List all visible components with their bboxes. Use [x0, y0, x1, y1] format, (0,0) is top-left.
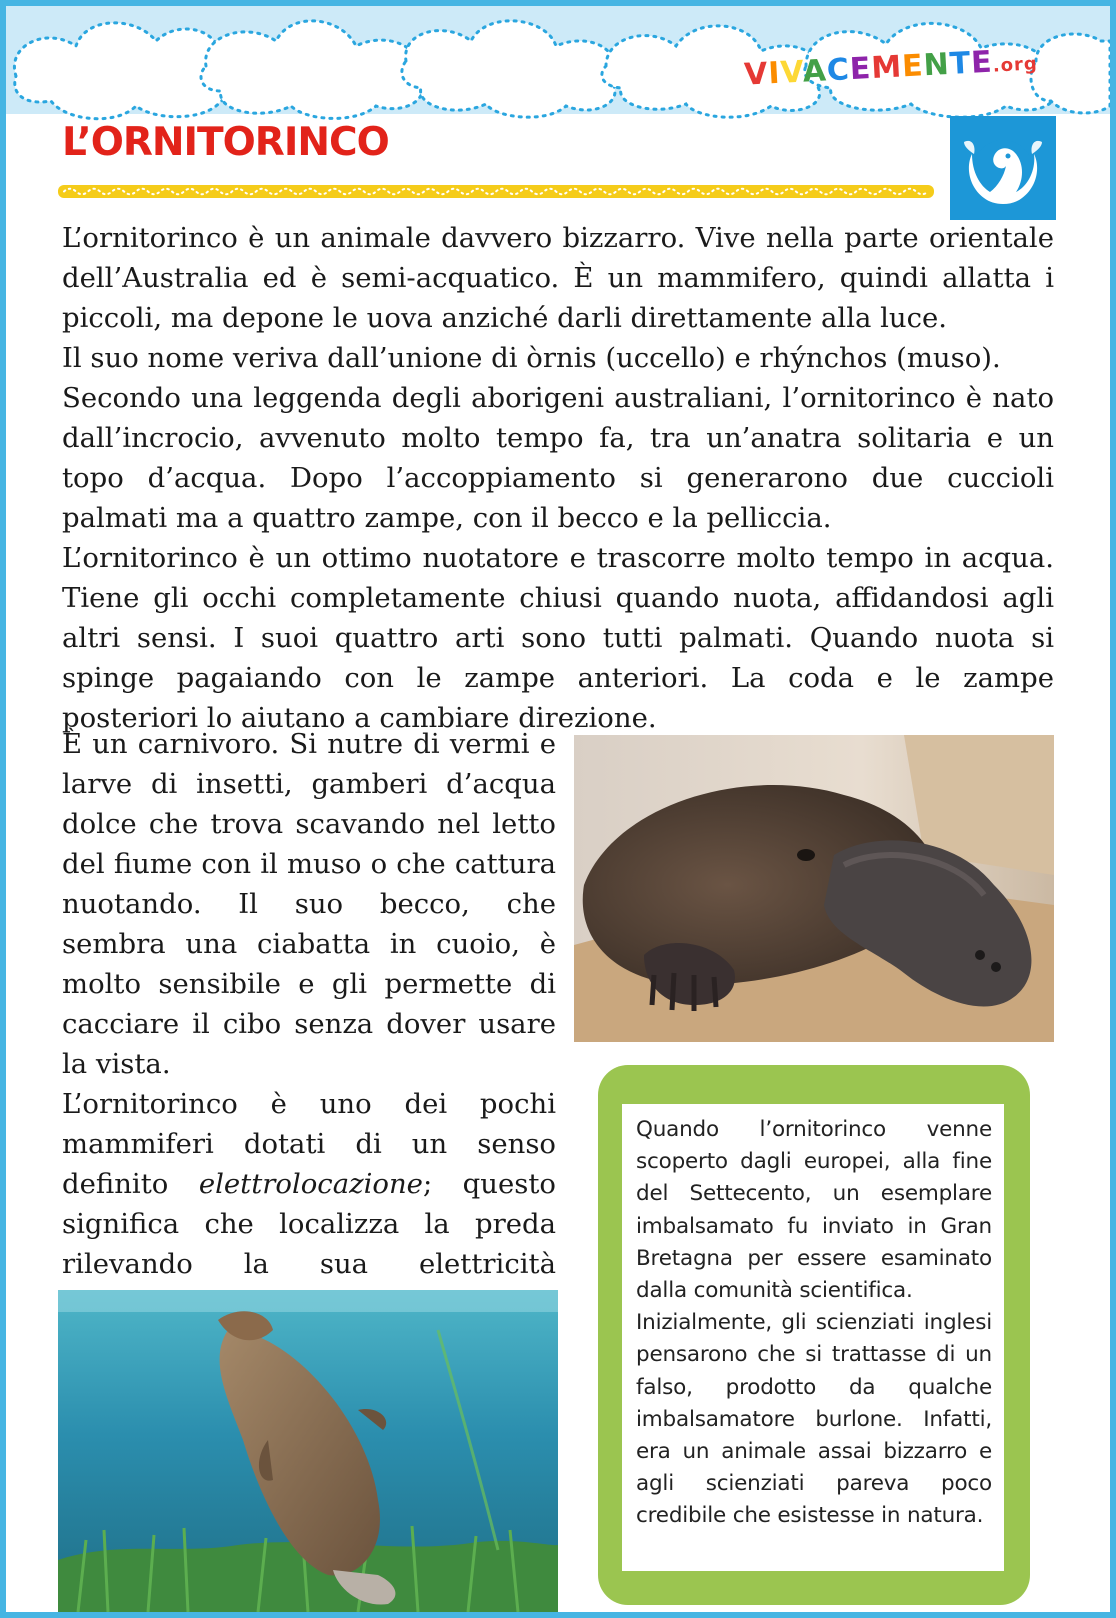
paragraph-intro: L’ornitorinco è un animale davvero bizzarro. Vive nella parte orientale dell’Australia ed è semi-acquatico. È un mammifero, quindi allatta i piccoli, ma depone le uova anziché darli direttamente alla luce.: [62, 222, 1054, 334]
electro-after: ; questo significa che localizza la preda rilevando la sua elettricità: [62, 1168, 556, 1280]
paragraph-diet: È un carnivoro. Si nutre di vermi e larve di insetti, gamberi d’acqua dolce che trova scavando nel letto del fiume con il muso o che cattura nuotando. Il suo becco, che sembra una ciabatta in cuoio, è molto sensibile e gli permette di cacciare il cibo senza dover usare la vista.: [62, 728, 556, 1080]
site-logo: VIVACEMENTE.org: [743, 44, 1039, 93]
electro-before: L’ornitorinco è uno dei pochi mammiferi dotati di un senso definito: [62, 1088, 556, 1200]
swan-icon: [950, 116, 1056, 220]
curiosity-box-content: [622, 1104, 1004, 1571]
curiosity-box: [598, 1065, 1030, 1605]
sidebar-paragraph-discovery: Quando l’ornitorinco venne scoperto dagli europei, alla fine del Settecento, un esemplare imbalsamato fu inviato in Gran Bretagna per essere esaminato dalla comunità scientifica.: [636, 1117, 992, 1304]
page-title: L’ORNITORINCO: [62, 120, 389, 165]
platypus-box-image: [574, 735, 1054, 1042]
swan-badge: [950, 116, 1056, 220]
paragraph-legend: Secondo una leggenda degli aborigeni australiani, l’ornitorinco è nato dall’incrocio, avvenuto molto tempo fa, tra un’anatra solitaria e un topo d’acqua. Dopo l’accoppiamento si generarono due cuccioli palmati ma a quattro zampe, con il becco e la pelliccia.: [62, 382, 1054, 534]
title-underline: [58, 182, 938, 202]
sidebar-paragraph-skepticism: Inizialmente, gli scienziati inglesi pensarono che si trattasse di un falso, prodotto da qualche imbalsamatore burlone. Infatti, era un animale assai bizzarro e agli scienziati pareva poco credibile che esistesse in natura.: [636, 1310, 992, 1529]
intro-text: [62, 218, 1054, 738]
platypus-swimming-image: [58, 1290, 558, 1612]
paragraph-electrolocation: [62, 1084, 556, 1324]
electro-term: elettrolocazione: [198, 1168, 423, 1200]
paragraph-name-origin: Il suo nome veriva dall’unione di òrnis (uccello) e rhýnchos (muso).: [62, 342, 1001, 374]
paragraph-swimming: L’ornitorinco è un ottimo nuotatore e trascorre molto tempo in acqua. Tiene gli occhi completamente chiusi quando nuota, affidandosi agli altri sensi. I suoi quattro arti sono tutti palmati. Quando nuota si spinge pagaiando con le zampe anteriori. La coda e le zampe posteriori lo aiutano a cambiare direzione.: [62, 542, 1054, 734]
logo-suffix: .org: [992, 53, 1039, 77]
column-text: [62, 724, 556, 1324]
platypus-box-photo: [574, 735, 1054, 1042]
platypus-swimming-photo: [58, 1290, 558, 1612]
